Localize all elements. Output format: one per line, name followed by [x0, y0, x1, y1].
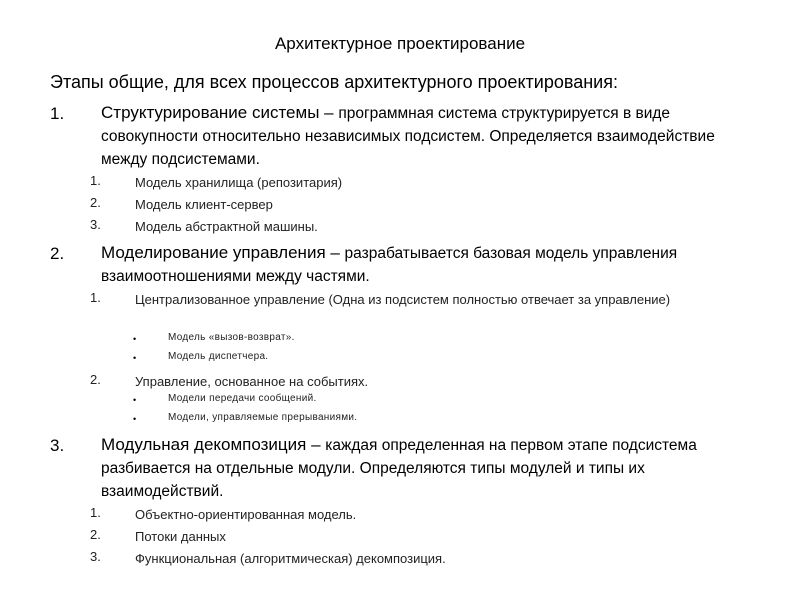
item-1-sub-2-number: 2.	[90, 195, 101, 210]
bullet-icon: •	[133, 414, 137, 424]
item-1-sub-3-number: 3.	[90, 217, 101, 232]
item-3-sub-3-number: 3.	[90, 549, 101, 564]
item-1-sub-1-text: Модель хранилища (репозитария)	[135, 175, 343, 190]
item-2-sub-1-text: Централизованное управление (Одна из подсистем полностью отвечает за управление)	[135, 292, 671, 307]
item-2-sub-1-bullet-2: Модель диспетчера.	[168, 351, 269, 362]
item-3-sub-2-number: 2.	[90, 527, 101, 542]
item-3-description: каждая определенная на первом этапе подсистема разбивается на отдельные модули. Определяются типы модулей и типы их взаимодействий.	[101, 437, 697, 500]
item-1-sub-3-text: Модель абстрактной машины.	[135, 219, 318, 234]
item-2-heading: Моделирование управления –	[101, 243, 345, 262]
item-2-sub-2-bullet-1: Модели передачи сообщений.	[168, 393, 317, 404]
item-3-text	[101, 434, 751, 503]
bullet-icon: •	[133, 395, 137, 405]
item-1-number: 1.	[50, 104, 65, 123]
item-1-sub-1-number: 1.	[90, 173, 101, 188]
item-2-text	[101, 242, 751, 288]
item-1-text	[101, 102, 751, 171]
item-3-sub-1-number: 1.	[90, 505, 101, 520]
bullet-icon: •	[133, 353, 137, 363]
intro-text: Этапы общие, для всех процессов архитектурного проектирования:	[50, 72, 618, 92]
item-2-sub-2-text: Управление, основанное на событиях.	[135, 374, 369, 389]
item-1-sub-2-text: Модель клиент-сервер	[135, 197, 273, 212]
item-2-description: разрабатывается базовая модель управления взаимоотношениями между частями.	[101, 245, 678, 285]
item-2-sub-1-bullet-1: Модель «вызов-возврат».	[168, 332, 295, 343]
item-1-heading: Структурирование системы –	[101, 103, 339, 122]
item-2-sub-2-bullet-2: Модели, управляемые прерываниями.	[168, 412, 358, 423]
bullet-icon: •	[133, 334, 137, 344]
item-1-description: программная система структурируется в виде совокупности относительно независимых подсистем. Определяется взаимодействие между подсистемами.	[101, 105, 715, 168]
item-2-sub-2-number: 2.	[90, 372, 101, 387]
item-3-sub-2-text: Потоки данных	[135, 529, 226, 544]
item-3-number: 3.	[50, 436, 65, 455]
slide-title: Архитектурное проектирование	[274, 34, 526, 53]
item-3-sub-1-text: Объектно-ориентированная модель.	[135, 507, 357, 522]
item-3-heading: Модульная декомпозиция –	[101, 435, 326, 454]
item-2-sub-1-number: 1.	[90, 290, 101, 305]
item-3-sub-3-text: Функциональная (алгоритмическая) декомпозиция.	[135, 551, 446, 566]
item-2-number: 2.	[50, 244, 65, 263]
